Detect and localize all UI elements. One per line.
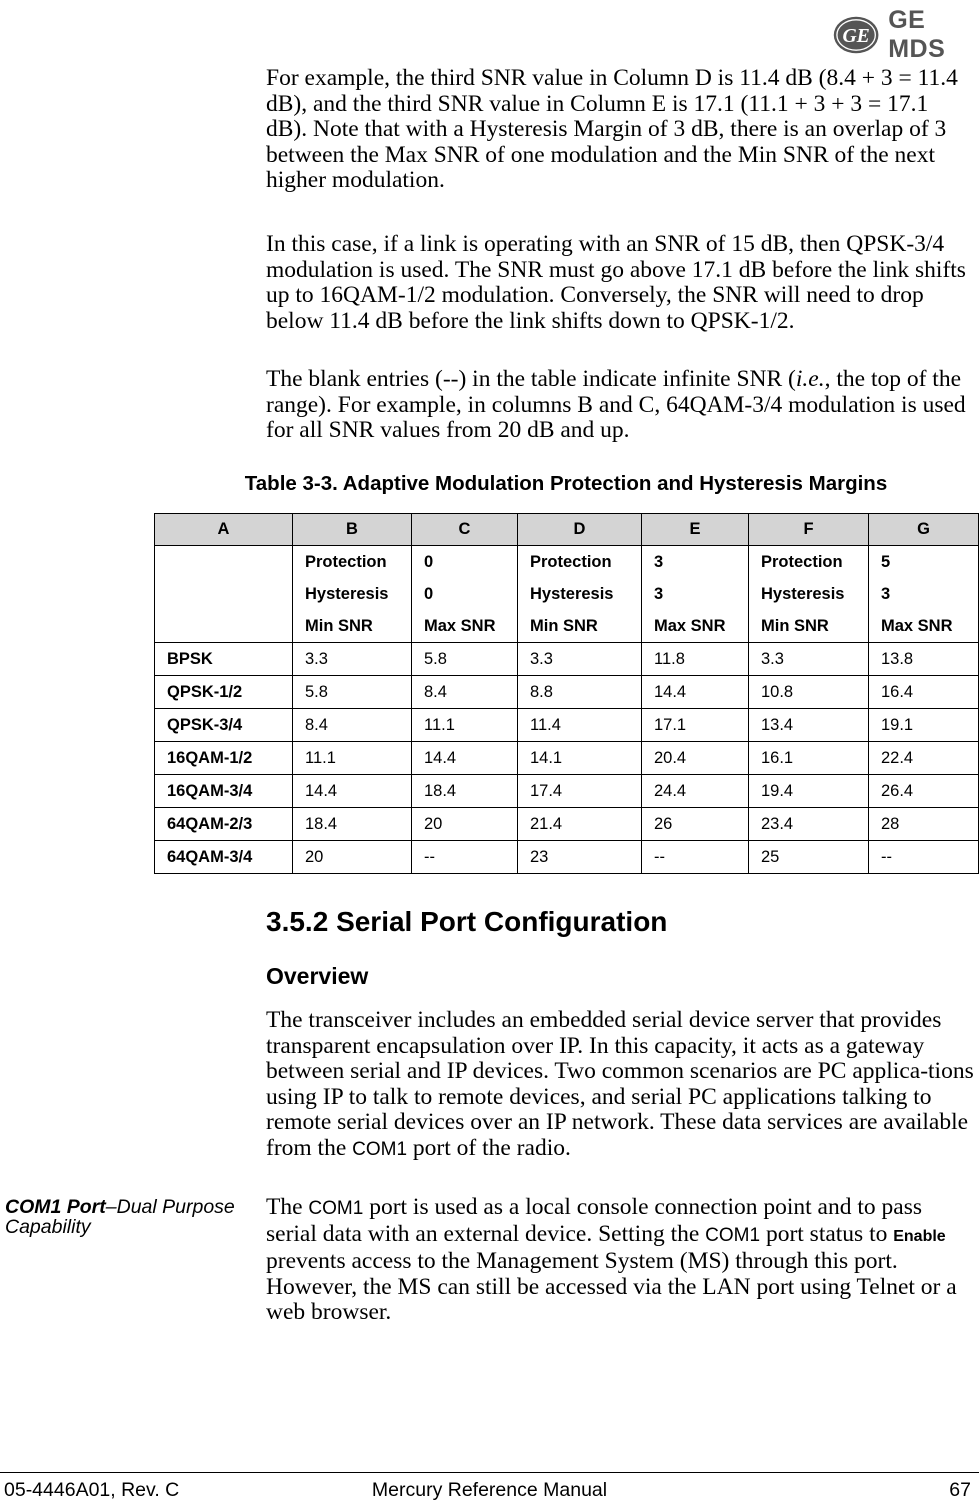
side-heading: COM1 Port–Dual Purpose Capability bbox=[5, 1196, 235, 1238]
modulation-cell: QPSK-1/2 bbox=[155, 676, 293, 709]
table-row bbox=[155, 808, 979, 841]
table-cell: 16.1 bbox=[749, 742, 869, 775]
table-cell: 8.8 bbox=[518, 676, 642, 709]
table-cell: 18.4 bbox=[412, 775, 518, 808]
table-cell: 3 bbox=[869, 578, 979, 610]
table-cell: 14.4 bbox=[293, 775, 412, 808]
table-cell: -- bbox=[869, 841, 979, 874]
table-cell: 26 bbox=[642, 808, 749, 841]
footer-doc-number: 05-4446A01, Rev. C bbox=[4, 1479, 180, 1501]
table-cell: 11.4 bbox=[518, 709, 642, 742]
paragraph-overview: The transceiver includes an embedded serial device server that provides transparent encapsulation over IP. In this capacity, it acts as a gateway between serial and IP devices. Two common scenarios are PC applica-tions using IP to talk to remote devices, and serial PC applications talking to remote serial devices over an IP network. These data services are available from the COM1 port of the radio. bbox=[266, 1007, 974, 1161]
modulation-cell: 16QAM-1/2 bbox=[155, 742, 293, 775]
empty-cell bbox=[155, 546, 293, 643]
table-row bbox=[155, 643, 979, 676]
table-cell: 5 bbox=[869, 546, 979, 579]
logo-text: GE MDS bbox=[888, 6, 946, 63]
footer-manual-title: Mercury Reference Manual bbox=[371, 1479, 608, 1501]
column-header: F bbox=[749, 514, 869, 546]
table-cell: 26.4 bbox=[869, 775, 979, 808]
table-cell: Max SNR bbox=[412, 610, 518, 643]
table-cell: 5.8 bbox=[293, 676, 412, 709]
modulation-cell: QPSK-3/4 bbox=[155, 709, 293, 742]
footer-rule bbox=[0, 1472, 979, 1473]
table-cell: 11.8 bbox=[642, 643, 749, 676]
table-cell: 11.1 bbox=[293, 742, 412, 775]
table-cell: 23 bbox=[518, 841, 642, 874]
table-cell: 5.8 bbox=[412, 643, 518, 676]
subheading-overview: Overview bbox=[266, 963, 369, 989]
table-cell: 13.8 bbox=[869, 643, 979, 676]
table-cell: Min SNR bbox=[749, 610, 869, 643]
modulation-cell: 16QAM-3/4 bbox=[155, 775, 293, 808]
table-cell: -- bbox=[412, 841, 518, 874]
table-cell: Min SNR bbox=[518, 610, 642, 643]
table-cell: Hysteresis bbox=[293, 578, 412, 610]
column-header: E bbox=[642, 514, 749, 546]
table-cell: 23.4 bbox=[749, 808, 869, 841]
table-cell: 14.1 bbox=[518, 742, 642, 775]
table-cell: 25 bbox=[749, 841, 869, 874]
table-cell: 17.4 bbox=[518, 775, 642, 808]
column-header: A bbox=[155, 514, 293, 546]
table-cell: 22.4 bbox=[869, 742, 979, 775]
table-cell: Protection bbox=[293, 546, 412, 579]
column-header: B bbox=[293, 514, 412, 546]
table-cell: 0 bbox=[412, 578, 518, 610]
table-cell: 10.8 bbox=[749, 676, 869, 709]
margins-table bbox=[154, 513, 979, 874]
table-cell: 19.1 bbox=[869, 709, 979, 742]
table-cell: 14.4 bbox=[642, 676, 749, 709]
column-header: G bbox=[869, 514, 979, 546]
section-heading: 3.5.2 Serial Port Configuration bbox=[266, 906, 668, 937]
table-cell: Max SNR bbox=[869, 610, 979, 643]
column-header: C bbox=[412, 514, 518, 546]
table-cell: Min SNR bbox=[293, 610, 412, 643]
column-header: D bbox=[518, 514, 642, 546]
table-cell: 16.4 bbox=[869, 676, 979, 709]
paragraph-com1: The COM1 port is used as a local console connection point and to pass serial data with an external device. Setting the COM1 port status to Enable prevents access to the Management System (MS) through this port. However, the MS can still be accessed via the LAN port using Telnet or a web browser. bbox=[266, 1194, 957, 1325]
table-cell: Protection bbox=[518, 546, 642, 579]
ge-emblem-icon bbox=[832, 13, 880, 57]
protection-row bbox=[155, 546, 979, 579]
table-cell: 20.4 bbox=[642, 742, 749, 775]
modulation-cell: BPSK bbox=[155, 643, 293, 676]
modulation-cell: 64QAM-3/4 bbox=[155, 841, 293, 874]
table-header-row bbox=[155, 514, 979, 546]
table-cell: 11.1 bbox=[412, 709, 518, 742]
ge-monogram: GE bbox=[842, 25, 870, 48]
table-row bbox=[155, 742, 979, 775]
ge-mds-logo bbox=[832, 6, 979, 64]
table-cell: 19.4 bbox=[749, 775, 869, 808]
table-cell: 3.3 bbox=[518, 643, 642, 676]
table-title: Table 3-3. Adaptive Modulation Protection and Hysteresis Margins bbox=[244, 472, 888, 495]
table-cell: Hysteresis bbox=[518, 578, 642, 610]
table-cell: 17.1 bbox=[642, 709, 749, 742]
paragraph-snr-example: For example, the third SNR value in Column D is 11.4 dB (8.4 + 3 = 11.4 dB), and the third SNR value in Column E is 17.1 (11.1 + 3 + 3 = 17.1 dB). Note that with a Hysteresis Margin of 3 dB, there is an overlap of 3 between the Max SNR of one modulation and the Min SNR of the next higher modulation. bbox=[266, 65, 958, 193]
table-cell: 3.3 bbox=[293, 643, 412, 676]
table-cell: Protection bbox=[749, 546, 869, 579]
table-cell: 24.4 bbox=[642, 775, 749, 808]
table-cell: Hysteresis bbox=[749, 578, 869, 610]
table-row bbox=[155, 841, 979, 874]
table-row bbox=[155, 775, 979, 808]
modulation-cell: 64QAM-2/3 bbox=[155, 808, 293, 841]
table-cell: -- bbox=[642, 841, 749, 874]
table-cell: 14.4 bbox=[412, 742, 518, 775]
table-cell: 20 bbox=[293, 841, 412, 874]
table-cell: 21.4 bbox=[518, 808, 642, 841]
table-cell: 13.4 bbox=[749, 709, 869, 742]
paragraph-blank-entries: The blank entries (--) in the table indicate infinite SNR (i.e., the top of the range). For example, in columns B and C, 64QAM-3/4 modulation is used for all SNR values from 20 dB and up. bbox=[266, 366, 966, 443]
table-cell: 3 bbox=[642, 578, 749, 610]
footer-page-number: 67 bbox=[949, 1479, 971, 1501]
table-cell: 28 bbox=[869, 808, 979, 841]
table-row bbox=[155, 709, 979, 742]
table-cell: 8.4 bbox=[412, 676, 518, 709]
table-row bbox=[155, 676, 979, 709]
table-cell: Max SNR bbox=[642, 610, 749, 643]
table-cell: 3 bbox=[642, 546, 749, 579]
paragraph-link-operation: In this case, if a link is operating with an SNR of 15 dB, then QPSK-3/4 modulation is used. The SNR must go above 17.1 dB before the link shifts up to 16QAM-1/2 modulation. Conversely, the SNR will need to drop below 11.4 dB before the link shifts down to QPSK-1/2. bbox=[266, 231, 966, 334]
table-cell: 20 bbox=[412, 808, 518, 841]
table-cell: 18.4 bbox=[293, 808, 412, 841]
table-cell: 3.3 bbox=[749, 643, 869, 676]
table-cell: 0 bbox=[412, 546, 518, 579]
table-cell: 8.4 bbox=[293, 709, 412, 742]
